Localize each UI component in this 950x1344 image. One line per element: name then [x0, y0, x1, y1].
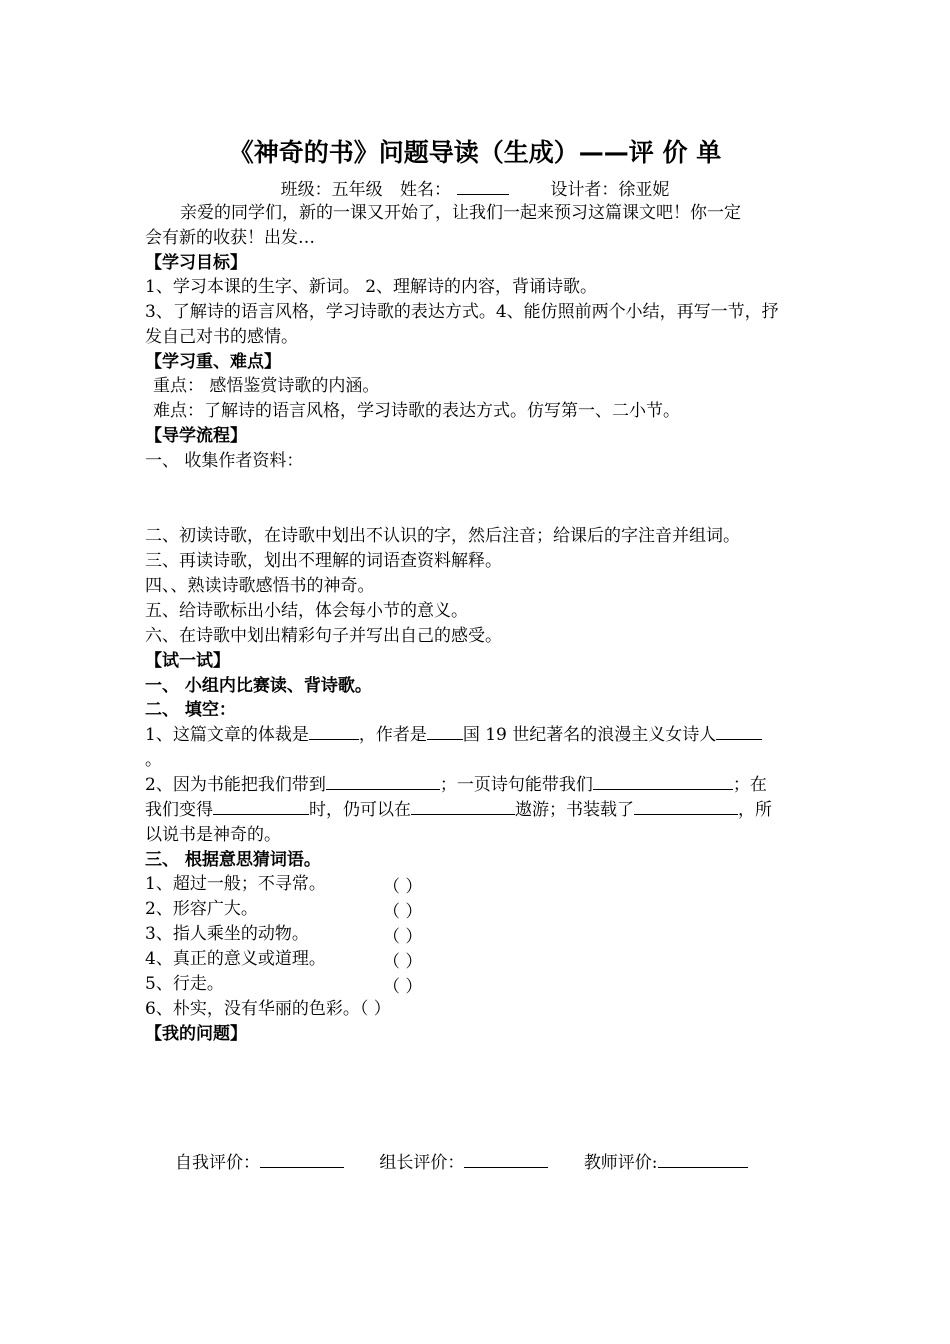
- blank-roam[interactable]: [411, 798, 515, 815]
- teacher-eval: 教师评价:: [584, 1153, 748, 1173]
- leader-eval: 组长评价：: [379, 1153, 548, 1173]
- blank-loaded[interactable]: [634, 798, 738, 815]
- word-item-5: 5、行走。: [145, 974, 224, 994]
- blank-page-takes[interactable]: [593, 773, 733, 790]
- focus-hard: 难点：了解诗的语言风格，学习诗歌的表达方式。仿写第一、二小节。: [153, 401, 680, 421]
- answer-paren-2[interactable]: （ ）: [383, 902, 423, 922]
- questions-heading: 【我的问题】: [145, 1024, 247, 1044]
- try-part-3: 三、 根据意思猜词语。: [145, 850, 321, 870]
- genre-blank[interactable]: [309, 723, 359, 740]
- flow-step-5: 五、给诗歌标出小结，体会每小节的意义。: [145, 601, 468, 621]
- answer-paren-1[interactable]: （ ）: [383, 877, 423, 897]
- self-eval-blank[interactable]: [260, 1151, 344, 1168]
- flow-heading: 【导学流程】: [145, 426, 247, 446]
- try-part-1: 一、 小组内比赛读、背诗歌。: [145, 676, 372, 696]
- intro-line-2: 会有新的收获！出发…: [145, 228, 315, 248]
- try-heading: 【试一试】: [145, 651, 230, 671]
- self-eval: 自我评价：: [175, 1153, 344, 1173]
- goals-heading: 【学习目标】: [145, 253, 247, 273]
- evaluation-row: [175, 1148, 778, 1173]
- goals-line-3: 发自己对书的感情。: [145, 327, 298, 347]
- intro-line-1: 亲爱的同学们，新的一课又开始了，让我们一起来预习这篇课文吧！你一定: [180, 203, 741, 223]
- class-label: 班级：五年级: [280, 180, 383, 200]
- name-label: 姓名：: [400, 180, 509, 200]
- goals-line-2: 3、了解诗的语言风格，学习诗歌的表达方式。4、能仿照前两个小结，再写一节，抒: [145, 302, 779, 322]
- flow-step-4: 四、、熟读诗歌感悟书的神奇。: [145, 576, 375, 596]
- flow-step-2: 二、初读诗歌，在诗歌中划出不认识的字，然后注音；给课后的字注音并组词。: [145, 526, 740, 546]
- answer-paren-4[interactable]: （ ）: [383, 952, 423, 972]
- fill-question-2-line-3: 以说书是神奇的。: [145, 825, 281, 845]
- word-item-6: 6、朴实，没有华丽的色彩。（ ）: [145, 999, 391, 1019]
- header-meta: [0, 175, 950, 200]
- designer-label: 设计者：徐亚妮: [550, 180, 670, 200]
- blank-become[interactable]: [213, 798, 309, 815]
- focus-heading: 【学习重、难点】: [145, 352, 281, 372]
- fill-question-1: 1、这篇文章的体裁是 ，作者是 国 19 世纪著名的浪漫主义女诗人: [145, 723, 762, 747]
- fill-question-2-line-1: 2、因为书能把我们带到 ；一页诗句能带我们 ；在: [145, 775, 767, 795]
- leader-eval-blank[interactable]: [464, 1151, 548, 1168]
- name-blank[interactable]: [457, 178, 509, 195]
- country-blank[interactable]: [427, 723, 463, 740]
- word-item-2: 2、形容广大。: [145, 899, 258, 919]
- answer-paren-5[interactable]: （ ）: [383, 977, 423, 997]
- fill-question-2-line-2: 我们变得 时，仍可以在 遨游；书装载了 ，所: [145, 800, 772, 820]
- fill-question-1-end: 。: [145, 750, 162, 770]
- answer-paren-3[interactable]: （ ）: [383, 927, 423, 947]
- flow-step-6: 六、在诗歌中划出精彩句子并写出自己的感受。: [145, 626, 502, 646]
- poet-blank[interactable]: [716, 723, 762, 740]
- flow-step-1: 一、 收集作者资料：: [145, 451, 304, 471]
- flow-step-3: 三、再读诗歌，划出不理解的词语查资料解释。: [145, 551, 502, 571]
- teacher-eval-blank[interactable]: [658, 1151, 748, 1168]
- document-title: 《神奇的书》问题导读（生成）——评 价 单: [228, 138, 722, 167]
- blank-take-to[interactable]: [326, 773, 440, 790]
- try-part-2: 二、 填空：: [145, 700, 236, 720]
- word-item-4: 4、真正的意义或道理。: [145, 949, 326, 969]
- word-item-1: 1、超过一般；不寻常。: [145, 874, 326, 894]
- focus-key: 重点： 感悟鉴赏诗歌的内涵。: [153, 376, 380, 396]
- word-item-3: 3、指人乘坐的动物。: [145, 924, 309, 944]
- goals-line-1: 1、学习本课的生字、新词。 2、理解诗的内容，背诵诗歌。: [145, 277, 598, 297]
